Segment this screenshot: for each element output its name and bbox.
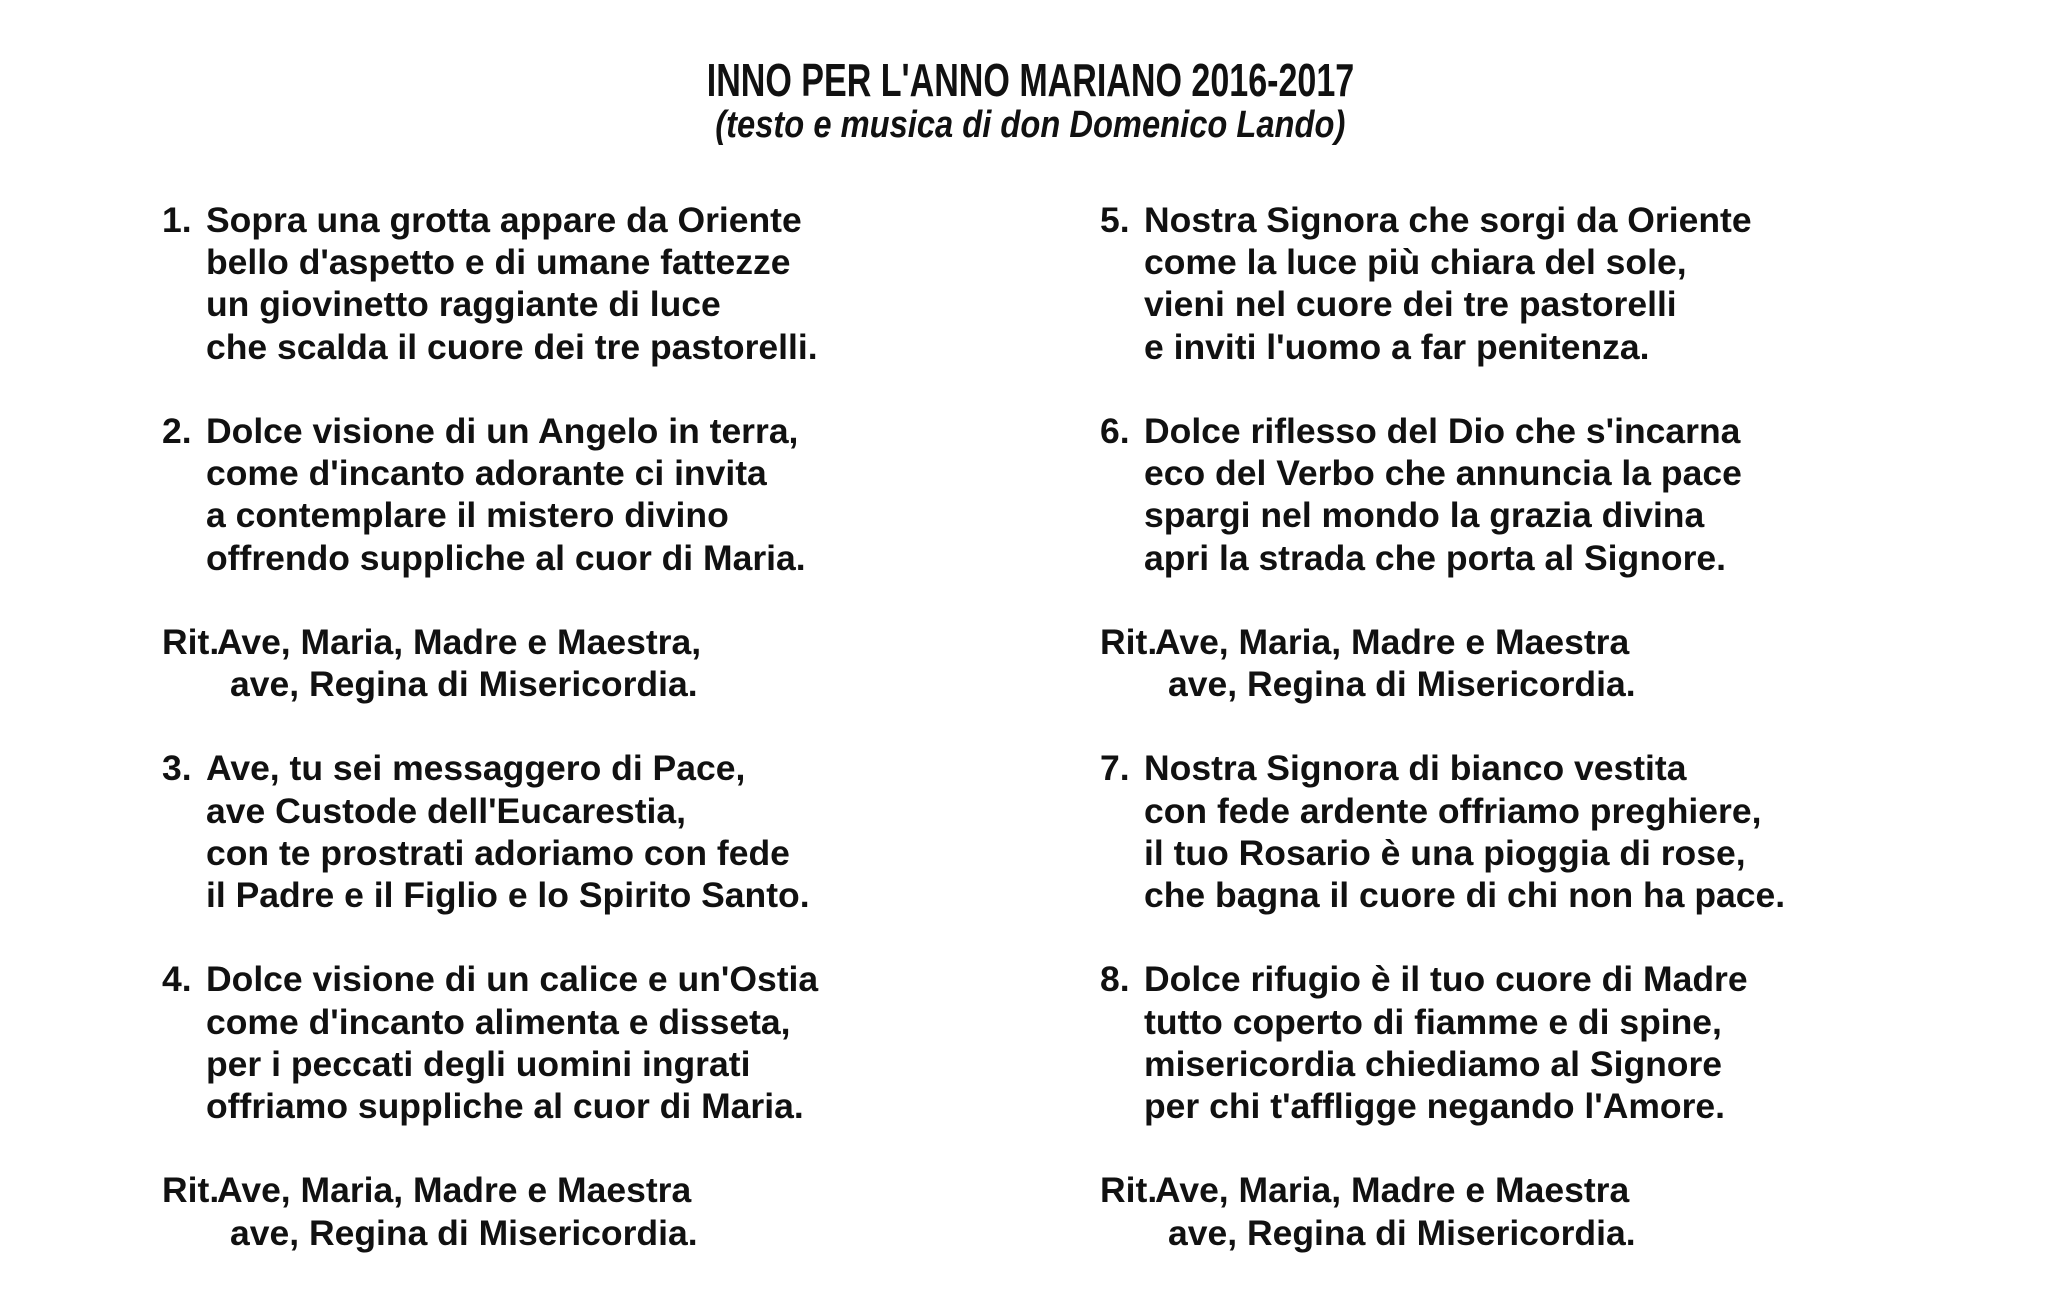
refrain-label: Rit. (162, 621, 220, 662)
lyric-line (1100, 199, 1785, 241)
verse-stanza (162, 410, 818, 579)
subtitle-text: (testo e musica di don Domenico Lando) (714, 104, 1346, 146)
lyric-line: tutto coperto di fiamme e di spine, (1144, 1001, 1722, 1042)
lyric-line (162, 410, 818, 452)
lyric-line (1100, 958, 1785, 1000)
refrain (1100, 1169, 1785, 1253)
lyric-line: offriamo suppliche al cuor di Maria. (206, 1085, 804, 1126)
lyric-line: che bagna il cuore di chi non ha pace. (1144, 875, 1786, 915)
lyric-line (1100, 747, 1785, 789)
lyric-line (1100, 410, 1785, 452)
lyric-line: ave, Regina di Misericordia. (230, 1212, 698, 1253)
stanza-number: 8. (1100, 959, 1130, 1000)
lyric-line: come d'incanto adorante ci invita (206, 453, 767, 494)
lyric-line: offrendo suppliche al cuor di Maria. (206, 537, 806, 578)
lyric-line: per chi t'affligge negando l'Amore. (1144, 1085, 1726, 1126)
stanza-number: 5. (1100, 200, 1130, 240)
verse-stanza (162, 747, 818, 916)
lyric-line: e inviti l'uomo a far penitenza. (1144, 326, 1650, 367)
stanza-number: 6. (1100, 410, 1130, 451)
lyric-line (162, 747, 818, 789)
lyric-line: come d'incanto alimenta e disseta, (206, 1001, 791, 1042)
lyric-text: Sopra una grotta appare da Oriente (206, 200, 802, 240)
lyric-text: Ave, Maria, Madre e Maestra (1155, 621, 1630, 662)
refrain (1100, 621, 1785, 705)
lyric-line: con te prostrati adoriamo con fede (206, 832, 790, 873)
lyric-line: ave, Regina di Misericordia. (230, 664, 698, 705)
lyric-line: a contemplare il mistero divino (206, 495, 729, 536)
lyric-text: Dolce visione di un Angelo in terra, (206, 410, 799, 451)
stanza-number: 2. (162, 410, 192, 451)
lyric-line: ave, Regina di Misericordia. (1168, 664, 1636, 705)
refrain (162, 1169, 818, 1253)
stanza-number: 4. (162, 959, 192, 1000)
lyric-line (162, 621, 818, 663)
page-subtitle (0, 103, 2060, 147)
lyric-line: ave, Regina di Misericordia. (1168, 1212, 1636, 1253)
lyric-line: eco del Verbo che annuncia la pace (1144, 453, 1742, 494)
lyric-text: Dolce rifugio è il tuo cuore di Madre (1144, 959, 1748, 1000)
lyric-line: spargi nel mondo la grazia divina (1144, 495, 1705, 536)
right-column (1100, 199, 1785, 1296)
lyric-line: apri la strada che porta al Signore. (1144, 537, 1726, 578)
lyric-text: Ave, Maria, Madre e Maestra (217, 1170, 692, 1211)
stanza-number: 3. (162, 748, 192, 789)
lyric-text: Nostra Signora che sorgi da Oriente (1144, 200, 1752, 240)
lyric-line: il Padre e il Figlio e lo Spirito Santo. (206, 875, 810, 915)
refrain (162, 621, 818, 705)
lyric-line (162, 958, 818, 1000)
lyric-line: vieni nel cuore dei tre pastorelli (1144, 284, 1677, 325)
lyric-line (1100, 1169, 1785, 1211)
verse-stanza (1100, 747, 1785, 916)
lyric-line: ave Custode dell'Eucarestia, (206, 790, 686, 831)
lyric-line (162, 1169, 818, 1211)
lyric-text: Ave, Maria, Madre e Maestra, (217, 621, 702, 662)
lyric-line (162, 199, 818, 241)
lyric-line: il tuo Rosario è una pioggia di rose, (1144, 832, 1746, 873)
lyric-line: come la luce più chiara del sole, (1144, 242, 1687, 283)
verse-stanza (1100, 958, 1785, 1127)
lyric-text: Nostra Signora di bianco vestita (1144, 748, 1687, 789)
lyric-text: Ave, Maria, Madre e Maestra (1155, 1170, 1630, 1211)
stanza-number: 1. (162, 200, 192, 240)
lyric-line (1100, 621, 1785, 663)
title-text: INNO PER L'ANNO MARIANO 2016-2017 (706, 54, 1354, 106)
stanza-number: 7. (1100, 748, 1130, 789)
lyric-line: un giovinetto raggiante di luce (206, 284, 721, 325)
lyric-text: Dolce riflesso del Dio che s'incarna (1144, 410, 1741, 451)
verse-stanza (162, 199, 818, 368)
lyric-line: con fede ardente offriamo preghiere, (1144, 790, 1762, 831)
verse-stanza (1100, 410, 1785, 579)
lyric-text: Dolce visione di un calice e un'Ostia (206, 959, 819, 1000)
lyric-line: bello d'aspetto e di umane fattezze (206, 242, 791, 283)
lyric-text: Ave, tu sei messaggero di Pace, (206, 748, 746, 789)
verse-stanza (162, 958, 818, 1127)
lyric-line: che scalda il cuore dei tre pastorelli. (206, 326, 818, 367)
page-title (0, 52, 2060, 108)
lyric-line: misericordia chiediamo al Signore (1144, 1043, 1723, 1084)
refrain-label: Rit. (1100, 1170, 1158, 1211)
left-column (162, 199, 818, 1296)
verse-stanza (1100, 199, 1785, 368)
refrain-label: Rit. (162, 1170, 220, 1211)
lyric-line: per i peccati degli uomini ingrati (206, 1043, 751, 1084)
refrain-label: Rit. (1100, 621, 1158, 662)
